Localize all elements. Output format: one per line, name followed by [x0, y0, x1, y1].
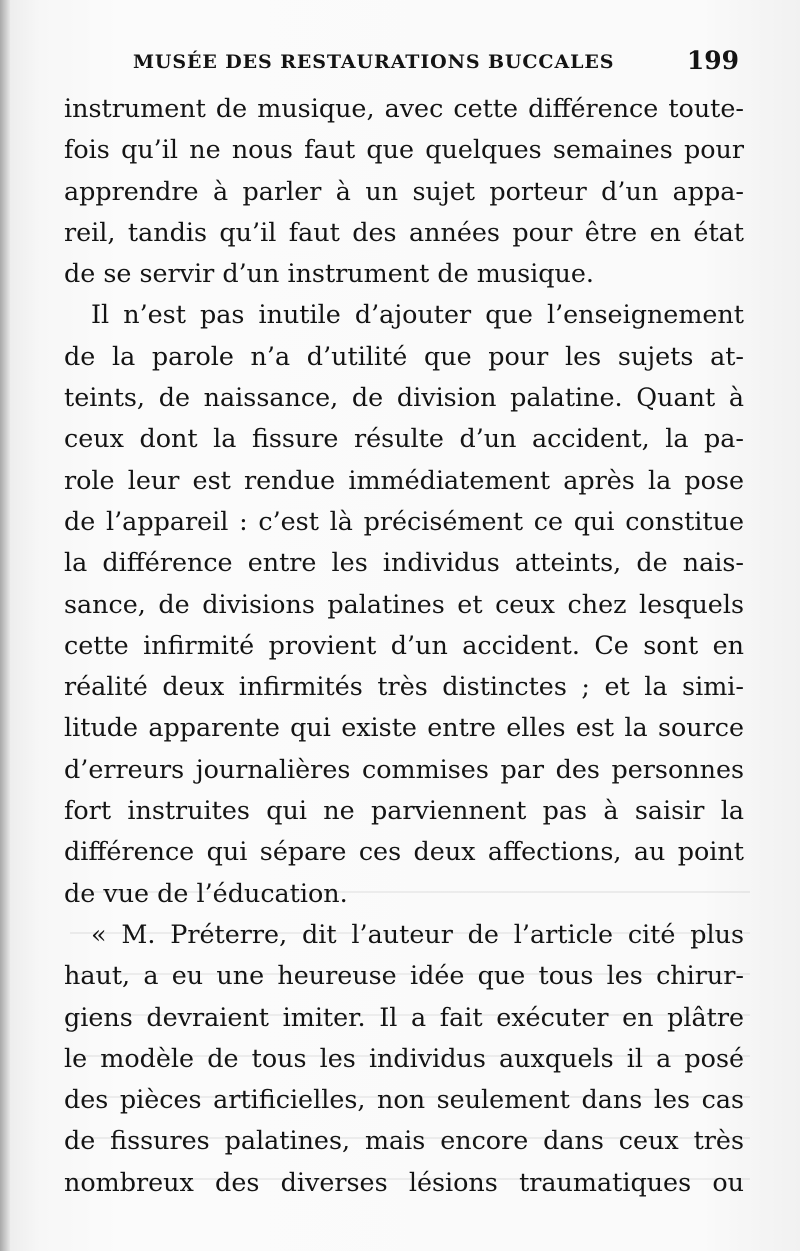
text-line: teints, de naissance, de division palatine. Quant à — [64, 382, 744, 413]
text-line: role leur est rendue immédiatement après la pose — [64, 464, 744, 495]
text-line: de l’appareil : c’est là précisément ce qui constitue — [64, 505, 744, 536]
text-line: haut, a eu une heureuse idée que tous les chirur- — [64, 960, 744, 991]
text-line: cette infirmité provient d’un accident. Ce sont en — [64, 629, 744, 660]
text-line: de vue de l’éducation. — [64, 877, 348, 908]
text-line: giens devraient imiter. Il a fait exécuter en plâtre — [64, 1001, 744, 1032]
text-line: le modèle de tous les individus auxquels il a posé — [64, 1042, 744, 1073]
text-line: « M. Préterre, dit l’auteur de l’article cité plus — [91, 918, 744, 949]
running-title: MUSÉE DES RESTAURATIONS BUCCALES — [133, 51, 615, 73]
text-line: sance, de divisions palatines et ceux chez lesquels — [64, 588, 744, 619]
text-line: de se servir d’un instrument de musique. — [64, 258, 595, 289]
text-line: instrument de musique, avec cette différence toute- — [64, 93, 744, 123]
text-line: ceux dont la fissure résulte d’un accident, la pa- — [64, 423, 744, 454]
page-header — [133, 46, 739, 80]
text-line: nombreux des diverses lésions traumatiques ou — [64, 1166, 744, 1197]
text-line: réalité deux infirmités très distinctes ; et la simi- — [64, 671, 744, 702]
text-line: différence qui sépare ces deux affections, au point — [64, 836, 744, 867]
text-line: des pièces artificielles, non seulement dans les cas — [64, 1084, 744, 1115]
text-line: d’erreurs journalières commises par des personnes — [64, 753, 744, 784]
text-line: apprendre à parler à un sujet porteur d’un appa- — [64, 175, 744, 206]
text-line: de la parole n’a d’utilité que pour les sujets at- — [64, 340, 744, 371]
text-line: litude apparente qui existe entre elles est la source — [64, 712, 744, 743]
text-line: la différence entre les individus atteints, de nais- — [64, 547, 744, 578]
text-line: reil, tandis qu’il faut des années pour être en état — [64, 216, 744, 247]
text-line: fois qu’il ne nous faut que quelques semaines pour — [64, 134, 744, 165]
text-line: fort instruites qui ne parviennent pas à saisir la — [64, 795, 744, 826]
page-gutter-shadow — [0, 0, 10, 1251]
text-line: de fissures palatines, mais encore dans ceux très — [64, 1125, 744, 1156]
page-number: 199 — [686, 46, 739, 75]
body-text — [64, 88, 744, 1203]
text-line: Il n’est pas inutile d’ajouter que l’enseignement — [91, 299, 744, 330]
